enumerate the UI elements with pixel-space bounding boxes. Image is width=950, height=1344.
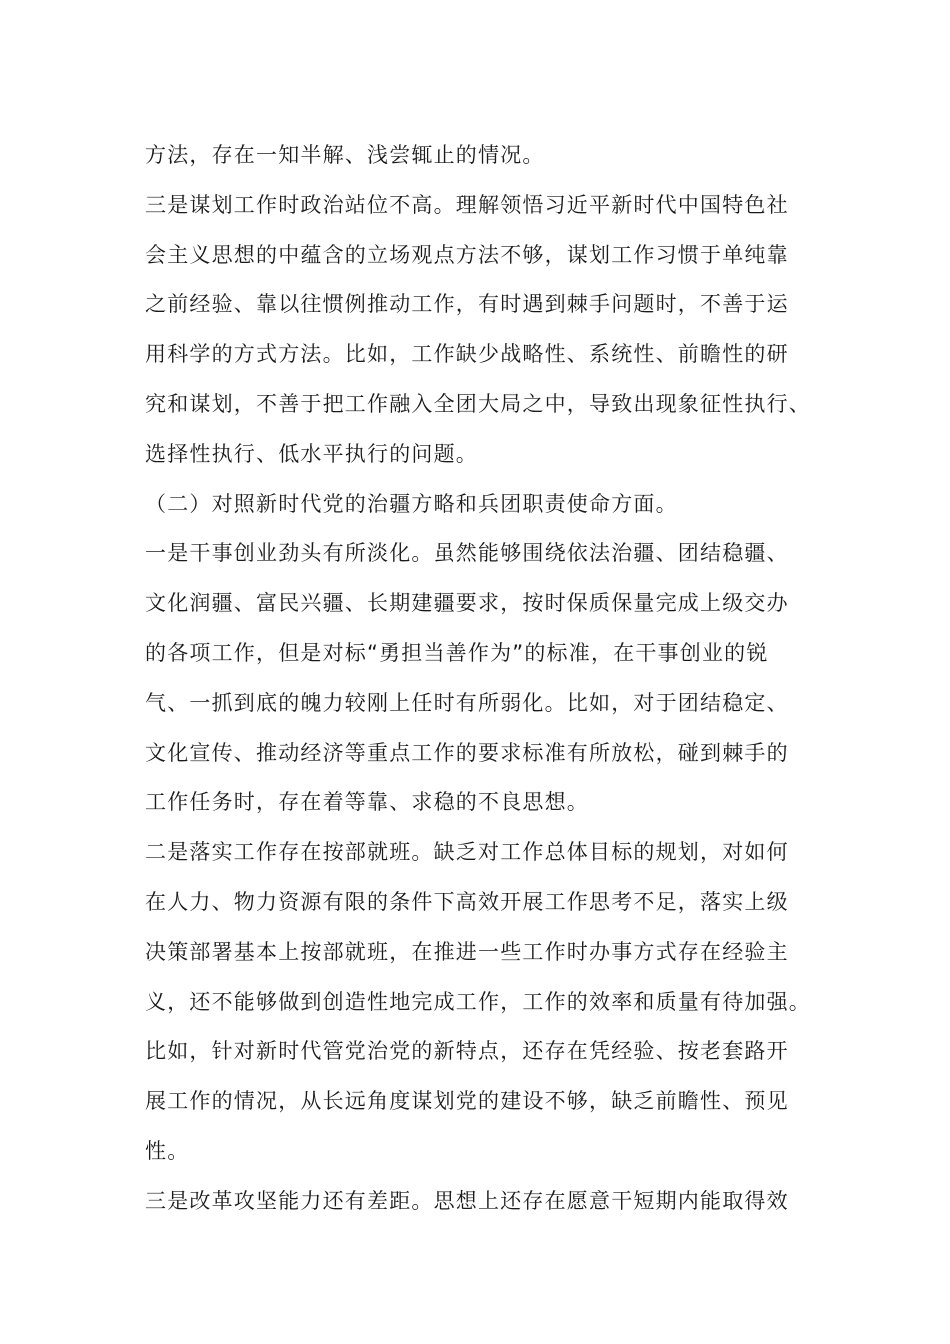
text-line: 展工作的情况，从长远角度谋划党的建设不够，缺乏前瞻性、预见 [145, 1089, 789, 1114]
text-line: 性。 [145, 1138, 190, 1163]
text-line: 三是谋划工作时政治站位不高。理解领悟习近平新时代中国特色社 [145, 192, 789, 217]
text-line: 比如，针对新时代管党治党的新特点，还存在凭经验、按老套路开 [145, 1039, 789, 1064]
text-line: 方法，存在一知半解、浅尝辄止的情况。 [145, 143, 545, 167]
text-line: 文化润疆、富民兴疆、长期建疆要求，按时保质保量完成上级交办 [145, 591, 789, 616]
text-line: 选择性执行、低水平执行的问题。 [145, 441, 478, 466]
text-line: 会主义思想的中蕴含的立场观点方法不够，谋划工作习惯于单纯靠 [145, 242, 789, 267]
text-line: 究和谋划，不善于把工作融入全团大局之中，导致出现象征性执行、 [145, 391, 811, 416]
text-line: 之前经验、靠以往惯例推动工作，有时遇到棘手问题时，不善于运 [145, 292, 789, 317]
text-line: 一是干事创业劲头有所淡化。虽然能够围绕依法治疆、团结稳疆、 [145, 541, 789, 566]
text-line: 文化宣传、推动经济等重点工作的要求标准有所放松，碰到棘手的 [145, 740, 789, 765]
text-line: 三是改革攻坚能力还有差距。思想上还存在愿意干短期内能取得效 [145, 1188, 789, 1213]
text-line: 工作任务时，存在着等靠、求稳的不良思想。 [145, 790, 589, 815]
text-line: 用科学的方式方法。比如，工作缺少战略性、系统性、前瞻性的研 [145, 342, 789, 367]
section-heading: （二）对照新时代党的治疆方略和兵团职责使命方面。 [145, 491, 678, 516]
text-line: 气、一抓到底的魄力较刚上任时有所弱化。比如，对于团结稳定、 [145, 690, 789, 715]
document-body [145, 131, 825, 1227]
text-line: 二是落实工作存在按部就班。缺乏对工作总体目标的规划，对如何 [145, 840, 789, 865]
text-line: 义，还不能够做到创造性地完成工作，工作的效率和质量有待加强。 [145, 989, 811, 1014]
text-line: 在人力、物力资源有限的条件下高效开展工作思考不足，落实上级 [145, 889, 789, 914]
text-line: 决策部署基本上按部就班，在推进一些工作时办事方式存在经验主 [145, 939, 789, 964]
text-line: 的各项工作，但是对标“勇担当善作为”的标准，在干事创业的锐 [145, 640, 769, 665]
